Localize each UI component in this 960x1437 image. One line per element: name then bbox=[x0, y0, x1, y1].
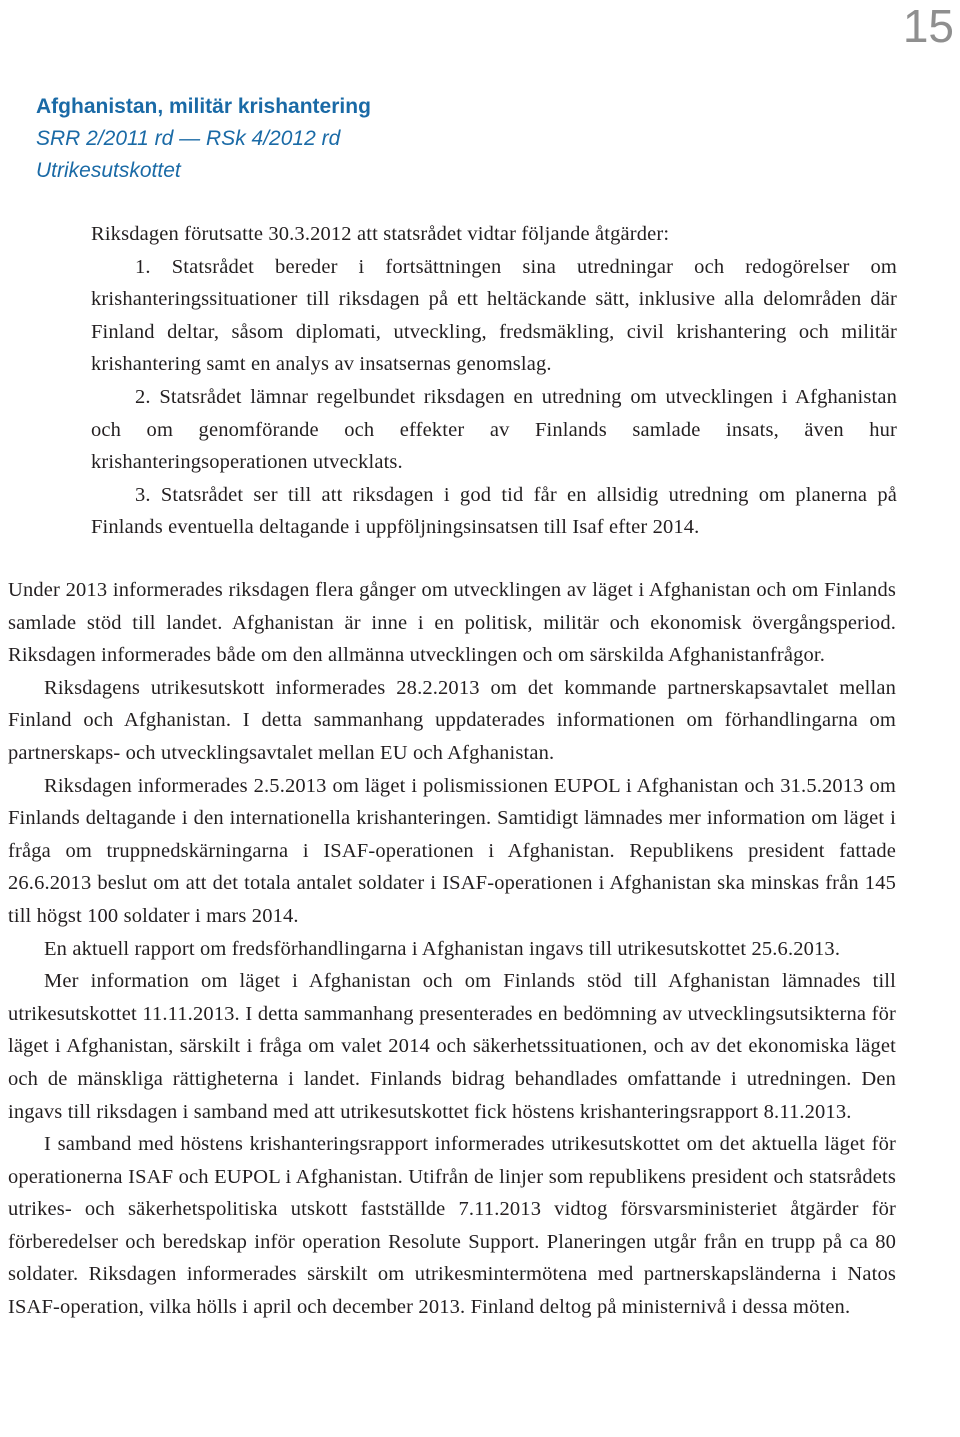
decision-item-1: 1. Statsrådet bereder i fortsättningen sina utredningar och redogörelser om krishanteringssituationer till riksdagen på ett heltäckande sätt, inklusive alla delområden där Finland deltar, såsom diplomati, utveckling, fredsmäkling, civil krishantering och militär krishantering samt en analys av insatsernas genomslag. bbox=[91, 255, 897, 376]
document-heading bbox=[36, 91, 896, 187]
report-paragraph-1: Under 2013 informerades riksdagen flera gånger om utvecklingen av läget i Afghanistan och om Finlands samlade stöd till landet. Afghanistan är inne i en politisk, militär och ekonomisk övergångsperiod. Riksdagen informerades både om den allmänna utvecklingen och om särskilda Afghanistanfrågor. bbox=[8, 579, 896, 667]
report-paragraph-6: I samband med höstens krishanteringsrapport informerades utrikesutskottet om det aktuella läget för operationerna ISAF och EUPOL i Afghanistan. Utifrån de linjer som republikens president och statsrådets utrikes- och säkerhetspolitiska utskott fastställde 7.11.2013 vidtog försvarsministeriet åtgärder för förberedelser och beredskap inför operation Resolute Support. Planeringen utgår från en trupp på ca 80 soldater. Riksdagen informerades särskilt om utrikesmintermötena med partnerskapsländerna i Natos ISAF-operation, vilka hölls i april och december 2013. Finland deltog på ministernivå i dessa möten. bbox=[8, 1133, 896, 1319]
document-reference: SRR 2/2011 rd — RSk 4/2012 rd bbox=[36, 127, 341, 150]
report-paragraph-2: Riksdagens utrikesutskott informerades 28.2.2013 om det kommande partnerskapsavtalet mellan Finland och Afghanistan. I detta sammanhang uppdaterades informationen om förhandlingarna om partnerskaps- och utvecklingsavtalet mellan EU och Afghanistan. bbox=[8, 676, 896, 764]
document-title: Afghanistan, militär krishantering bbox=[36, 95, 371, 118]
decision-item-2: 2. Statsrådet lämnar regelbundet riksdagen en utredning om utvecklingen i Afghanistan och om genomförande och effekter av Finlands samlade insats, även hur krishanteringsoperationen utvecklats. bbox=[91, 385, 897, 474]
report-body bbox=[8, 574, 896, 1324]
committee-name: Utrikesutskottet bbox=[36, 159, 181, 182]
decision-item-3: 3. Statsrådet ser till att riksdagen i god tid får en allsidig utredning om planerna på Finlands eventuella deltagande i uppföljningsinsatsen till Isaf efter 2014. bbox=[91, 483, 897, 539]
report-paragraph-3: Riksdagen informerades 2.5.2013 om läget i polismissionen EUPOL i Afghanistan och 31.5.2013 om Finlands deltagande i den internationella krishanteringen. Samtidigt lämnades mer information om läget i fråga om truppnedskärningarna i ISAF-operationen i Afghanistan. Republikens president fattade 26.6.2013 beslut om att det totala antalet soldater i ISAF-operationen i Afghanistan ska minskas från 145 till högst 100 soldater i mars 2014. bbox=[8, 774, 896, 927]
decision-intro: Riksdagen förutsatte 30.3.2012 att statsrådet vidtar följande åtgärder: bbox=[91, 223, 670, 245]
page-number: 15 bbox=[902, 0, 954, 52]
report-paragraph-5: Mer information om läget i Afghanistan och om Finlands stöd till Afghanistan lämnades till utrikesutskottet 11.11.2013. I detta sammanhang presenterades en bedömning av utvecklingsutsikterna för läget i Afghanistan, särskilt i fråga om valet 2014 och säkerhetssituationen, och av det ekonomiska läget och de mänskliga rättigheterna i landet. Finlands bidrag behandlades omfattande i utredningen. Den ingavs till riksdagen i samband med att utrikesutskottet fick höstens krishanteringsrapport 8.11.2013. bbox=[8, 970, 896, 1123]
parliament-decision bbox=[91, 218, 897, 544]
report-paragraph-4: En aktuell rapport om fredsförhandlingarna i Afghanistan ingavs till utrikesutskottet 25.6.2013. bbox=[44, 937, 841, 960]
